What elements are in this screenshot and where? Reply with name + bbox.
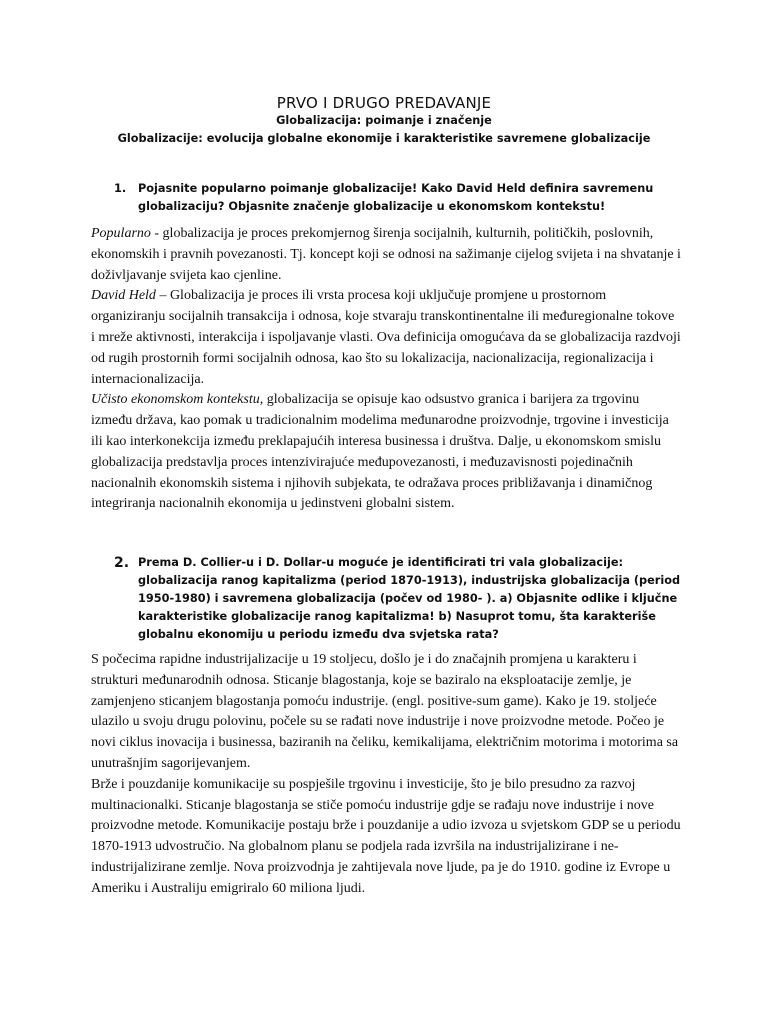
answer-1 (91, 224, 681, 515)
term-popularno: Popularno (91, 226, 151, 241)
document-title: PRVO I DRUGO PREDAVANJE (276, 94, 492, 112)
answer-paragraph: Brže i pouzdanije komunikacije su pospješile trgovinu i investicije, što je bilo presudno za razvoj multinacionalki. Sticanje blagostanja se stiče pomoću industrije gdje se rađaju nove industrije i nove proizvodne metode. Komunikacije postaju brže i pouzdanije a udio izvoza u svjetskom GDP se u periodu 1870-1913 udvostručio. Na globalnom planu se podjela rada izvršila na industrijalizirane i ne-industrijalizirane zemlje. Nova proizvodnja je zahtijevala nove ljude, pa je do 1910. godine iz Evrope u Ameriku i Australiju emigriralo 60 miliona ljudi. (91, 776, 681, 896)
answer-paragraph (91, 286, 681, 390)
document-subtitle-2: Globalizacije: evolucija globalne ekonomije i karakteristike savremene globalizacije (117, 132, 651, 145)
question-1: Pojasnite popularno poimanje globalizacije! Kako David Held definira savremenu globalizaciju? Objasnite značenje globalizacije u ekonomskom kontekstu! (138, 182, 654, 213)
document-subtitle: Globalizacija: poimanje i značenje (276, 114, 492, 127)
term-david-held: David Held (91, 288, 156, 304)
answer-paragraph (91, 224, 681, 286)
question-number: 2. (114, 555, 130, 571)
answer-paragraph: S počecima rapidne industrijalizacije u 19 stoljecu, došlo je i do značajnih promjena u karakteru i strukturi međunarodnih odnosa. Sticanje blagostanja, koje se baziralo na eksploatacije zemlje, je zamjenjeno sticanjem blagostanja pomoću industrije. (engl. positive-sum game). Kako je 19. stoljeće ulazilo u svoju drugu polovinu, počele su se rađati nove industrije i nove proizvodne metode. Počeo je novi ciklus inovacija i businessa, baziranih na čeliku, kemikalijama, električnim motorima i motorima sa unutrašnjim sagorijevanjem. (91, 652, 679, 771)
question-2: Prema D. Collier-u i D. Dollar-u moguće je identificirati tri vala globalizacije: globalizacija ranog kapitalizma (period 1870-1913), industrijska globalizacija (period 1950-1980) i savremena globalizacija (počev od 1980- ). a) Objasnite odlike i ključne karakteristike globalizacije ranog kapitalizma! b) Nasuprot tomu, šta karakteriše globalnu ekonomiju u periodu između dva svjetska rata? (138, 556, 681, 641)
term-ekonomski-kontekst: Učisto ekonomskom kontekstu (91, 392, 260, 408)
answer-text: , globalizacija se opisuje kao odsustvo granica i barijera za trgovinu između država, kao pomak u tradicionalnim modelima međunarodne proizvodnje, trgovine i investicija ili kao interkonekcija između preklapajućih interesa businessa i društva. Dalje, u ekonomskom smislu globalizacija predstavlja proces intenzivirajuće međupovezanosti, i međuzavisnosti pojedinačnih nacionalnih ekonomskih sistema i njihovih subjekata, te odražava proces približavanja i dinamičnog integriranja nacionalnih ekonomija u jedinstveni globalni sistem. (91, 392, 669, 512)
question-number: 1. (114, 182, 127, 195)
answer-text: – Globalizacija je proces ili vrsta procesa koji uključuje promjene u prostornom organiziranju socijalnih transakcija i odnosa, koje stvaraju transkontinentalne ili međuregionalne tokove i mreže aktivnosti, interakcija i ispoljavanje vlasti. Ova definicija omogućava da se globalizacija razdvoji od rugih prostornih formi socijalnih odnosa, kao što su lokalizacija, nacionalizacija, regionalizacija i internacionalizacija. (91, 288, 681, 387)
answer-paragraph (91, 390, 681, 515)
answer-text: - globalizacija je proces prekomjernog širenja socijalnih, kulturnih, političkih, poslovnih, ekonomskih i pravnih povezanosti. Tj. koncept koji se odnosi na sažimanje cijelog svijeta i na shvatanje i doživljavanje svijeta kao cjenline. (91, 226, 681, 283)
answer-2 (91, 650, 681, 900)
